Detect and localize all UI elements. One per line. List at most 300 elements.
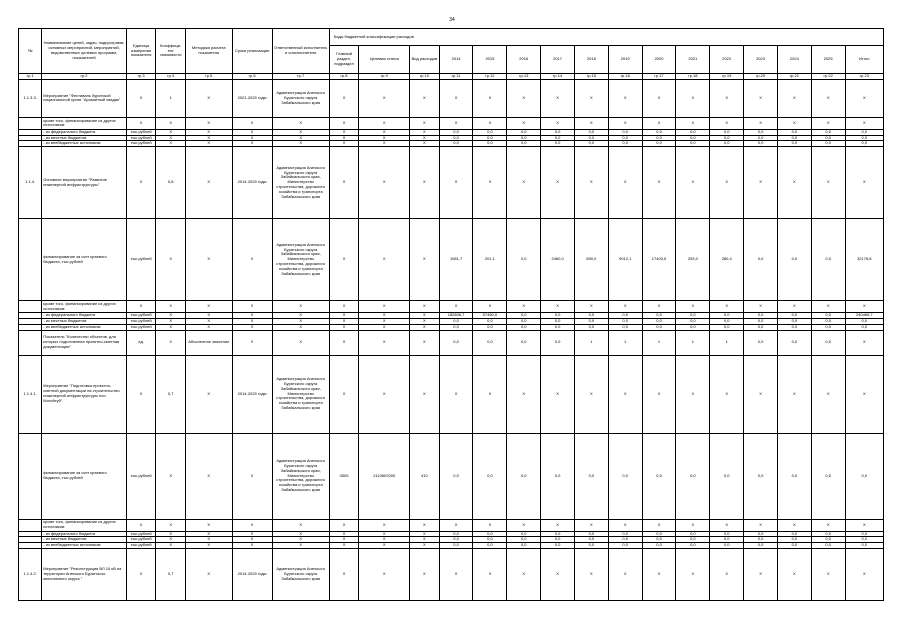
table-cell: Х	[410, 147, 440, 219]
header-period: Сроки реализации	[232, 29, 272, 74]
table-cell: Х	[156, 129, 186, 135]
table-cell: Х	[186, 318, 233, 324]
table-cell: 17400,5	[642, 219, 676, 301]
table-cell: Х	[359, 129, 410, 135]
table-cell: 0,0	[744, 135, 778, 141]
column-number: гр.15	[574, 74, 608, 80]
table-cell: 0,0	[608, 537, 642, 543]
table-cell: 0,0	[845, 129, 883, 135]
table-cell: 0,0	[473, 537, 507, 543]
table-cell: Х	[329, 313, 359, 319]
table-cell: Х	[186, 324, 233, 330]
table-cell: 0,0	[608, 433, 642, 519]
table-cell: Х	[608, 79, 642, 117]
column-number: гр.2	[42, 74, 127, 80]
table-cell: Х	[811, 355, 845, 433]
table-cell: Х	[232, 433, 272, 519]
table-cell: Х	[186, 141, 233, 147]
table-cell: Х	[473, 548, 507, 600]
table-cell: 0,0	[473, 433, 507, 519]
table-cell: 0,0	[507, 324, 541, 330]
table-cell: Х	[329, 355, 359, 433]
table-cell: Х	[359, 318, 410, 324]
table-cell: Х	[232, 117, 272, 129]
table-cell: Х	[676, 519, 710, 531]
table-cell: 0,0	[744, 537, 778, 543]
row-name-cell: - из местных бюджетов	[42, 135, 127, 141]
table-cell: Х	[845, 519, 883, 531]
table-cell: 0,0	[845, 141, 883, 147]
table-cell: 0,0	[744, 330, 778, 355]
table-cell: 0,0	[642, 543, 676, 549]
row-name-cell: Мероприятие "Подготовка проектно-сметной документации на строительство инженерной инфраструктуры пос. Могойтуй"	[42, 355, 127, 433]
table-cell: Х	[186, 79, 233, 117]
row-name-cell: финансирование за счет краевого бюджета, тыс.рублей	[42, 219, 127, 301]
table-cell: 0,0	[845, 543, 883, 549]
table-cell: Х	[410, 313, 440, 319]
table-cell: 0,0	[676, 135, 710, 141]
table-cell: Администрация Агинского Бурятского округа Забайкальского края	[272, 79, 329, 117]
table-cell: 0,0	[710, 129, 744, 135]
table-cell: 0,0	[710, 543, 744, 549]
table-cell: Х	[329, 219, 359, 301]
table-cell: 0,0	[744, 543, 778, 549]
table-cell: 0,0	[473, 324, 507, 330]
table-cell: Х	[359, 79, 410, 117]
table-cell: Х	[156, 519, 186, 531]
row-name-cell: - из местных бюджетов	[42, 537, 127, 543]
table-cell: Х	[439, 79, 473, 117]
table-cell: Х	[676, 301, 710, 313]
table-cell: 0,0	[507, 531, 541, 537]
table-cell: Х	[845, 79, 883, 117]
table-cell: тыс.рублей	[126, 141, 156, 147]
table-cell: Х	[410, 537, 440, 543]
table-cell: Х	[156, 313, 186, 319]
table-cell: Х	[574, 548, 608, 600]
table-cell: Х	[272, 117, 329, 129]
table-cell: Х	[642, 519, 676, 531]
column-number: гр.7	[272, 74, 329, 80]
table-cell: Х	[186, 519, 233, 531]
table-cell: 0,0	[676, 324, 710, 330]
row-name-cell: - из федерального бюджета	[42, 313, 127, 319]
table-cell: Х	[329, 537, 359, 543]
table-cell: Х	[574, 79, 608, 117]
table-cell: Х	[156, 301, 186, 313]
table-row	[19, 355, 884, 433]
table-row	[19, 147, 884, 219]
table-cell: 0,0	[642, 537, 676, 543]
table-cell: Х	[845, 355, 883, 433]
table-cell: Администрация Агинского Бурятского округа Забайкальского края, Министерство строительства, дорожного хозяйства и транспорта Забайкальского края	[272, 147, 329, 219]
table-cell: 2014-2025 годы	[232, 548, 272, 600]
table-cell: 0,0	[439, 129, 473, 135]
header-year-2018: 2018	[574, 46, 608, 74]
table-cell: Х	[676, 79, 710, 117]
table-cell: Х	[473, 117, 507, 129]
table-cell: Х	[329, 135, 359, 141]
table-cell: Х	[156, 324, 186, 330]
table-row	[19, 79, 884, 117]
table-cell: Х	[359, 537, 410, 543]
table-cell: Х	[541, 548, 575, 600]
row-name-cell: кроме того, финансирование из других источников:	[42, 519, 127, 531]
table-cell: 0,0	[642, 313, 676, 319]
table-cell: 0,0	[507, 543, 541, 549]
header-year-2021: 2021	[676, 46, 710, 74]
table-cell: Х	[574, 117, 608, 129]
table-cell: 1	[608, 330, 642, 355]
table-cell: 280,4	[710, 219, 744, 301]
table-cell: 0,0	[744, 318, 778, 324]
table-cell: Х	[676, 548, 710, 600]
table-cell: Х	[845, 330, 883, 355]
table-cell: Х	[329, 324, 359, 330]
table-cell: 0,0	[777, 129, 811, 135]
table-cell: 0,8	[156, 147, 186, 219]
row-number-cell: 1.1.4.2.	[19, 548, 42, 600]
table-cell: 1081,7	[439, 219, 473, 301]
table-cell: 0,0	[439, 324, 473, 330]
table-cell: Х	[232, 141, 272, 147]
table-cell: Х	[410, 219, 440, 301]
table-cell: Х	[507, 79, 541, 117]
table-cell: 2014-2025 годы	[232, 147, 272, 219]
table-cell: 0,0	[541, 433, 575, 519]
header-year-2014: 2014	[439, 46, 473, 74]
table-cell: 0,0	[541, 537, 575, 543]
header-total: Итого	[845, 46, 883, 74]
table-cell: Х	[232, 537, 272, 543]
table-cell: тыс.рублей	[126, 219, 156, 301]
table-cell: 0,0	[811, 129, 845, 135]
table-cell: Х	[272, 141, 329, 147]
table-cell: 0,0	[507, 537, 541, 543]
table-cell: Х	[676, 355, 710, 433]
table-cell: 1	[642, 330, 676, 355]
table-row	[19, 433, 884, 519]
table-cell: Х	[126, 355, 156, 433]
table-cell: Х	[329, 147, 359, 219]
table-cell: 2460,0	[541, 219, 575, 301]
table-cell: 57460,0	[473, 313, 507, 319]
table-cell: Х	[608, 147, 642, 219]
table-cell: Х	[473, 355, 507, 433]
table-cell: Х	[642, 117, 676, 129]
table-cell: 0,0	[608, 313, 642, 319]
table-cell: 0,0	[507, 219, 541, 301]
table-cell: 0,0	[507, 433, 541, 519]
table-cell: Х	[744, 147, 778, 219]
table-cell: Х	[359, 324, 410, 330]
row-name-cell: - из местных бюджетов	[42, 318, 127, 324]
table-cell: Администрация Агинского Бурятского округа Забайкальского края	[272, 548, 329, 600]
table-cell: Х	[329, 79, 359, 117]
table-cell: Х	[777, 117, 811, 129]
header-year-2025: 2025	[811, 46, 845, 74]
table-cell: Х	[710, 301, 744, 313]
table-cell: 0,0	[744, 129, 778, 135]
table-cell: 0,0	[574, 324, 608, 330]
table-cell: 0,0	[710, 537, 744, 543]
table-cell: 0,0	[608, 324, 642, 330]
table-cell: Х	[410, 135, 440, 141]
table-cell: Х	[126, 117, 156, 129]
table-cell: Х	[232, 129, 272, 135]
table-cell: 0,0	[574, 531, 608, 537]
table-cell: 0,7	[156, 548, 186, 600]
table-cell: Х	[329, 531, 359, 537]
table-cell: 0,0	[777, 141, 811, 147]
table-cell: 0,0	[777, 433, 811, 519]
table-cell: Х	[811, 548, 845, 600]
header-year-2015: 2015	[473, 46, 507, 74]
table-cell: Х	[186, 433, 233, 519]
table-cell: Х	[232, 135, 272, 141]
table-cell: 0,0	[574, 543, 608, 549]
table-cell: 0,0	[845, 135, 883, 141]
table-cell: Х	[410, 129, 440, 135]
table-cell: Х	[126, 147, 156, 219]
table-cell: Х	[410, 79, 440, 117]
table-cell: Абсолютное значение	[186, 330, 233, 355]
table-cell: 0,0	[710, 531, 744, 537]
table-cell: 0,0	[574, 313, 608, 319]
table-cell: Х	[359, 147, 410, 219]
table-cell: Х	[642, 548, 676, 600]
table-cell: 0,0	[473, 543, 507, 549]
table-cell: Х	[156, 219, 186, 301]
table-row	[19, 117, 884, 129]
column-number: гр.11	[439, 74, 473, 80]
table-cell: Х	[608, 301, 642, 313]
table-cell: Х	[329, 129, 359, 135]
table-cell: Х	[186, 147, 233, 219]
header-target: Целевая статья	[359, 46, 410, 74]
table-row	[19, 548, 884, 600]
table-cell: Х	[359, 117, 410, 129]
table-cell: Х	[272, 301, 329, 313]
row-name-cell: Мероприятие "Реконструкция ВЛ 10 кВ на территории Агинского Бурятского автономного округа "	[42, 548, 127, 600]
table-cell: Х	[410, 301, 440, 313]
table-cell: Х	[359, 531, 410, 537]
table-cell: 0,0	[710, 141, 744, 147]
table-cell: Х	[541, 117, 575, 129]
table-cell: Х	[410, 141, 440, 147]
table-cell: Х	[410, 330, 440, 355]
table-cell: Х	[811, 79, 845, 117]
table-cell: Х	[473, 79, 507, 117]
table-cell: Х	[541, 79, 575, 117]
table-cell: Х	[156, 543, 186, 549]
table-cell: Х	[359, 313, 410, 319]
table-cell: 0,0	[676, 313, 710, 319]
row-name-cell: - из федерального бюджета	[42, 531, 127, 537]
row-number-cell: 1.1.4.1.	[19, 355, 42, 433]
table-cell: Х	[608, 548, 642, 600]
header-responsible: Ответственный исполнитель и соисполнители	[272, 29, 329, 74]
column-number: гр.13	[507, 74, 541, 80]
table-cell: 0,0	[744, 433, 778, 519]
table-cell: 0,0	[608, 129, 642, 135]
table-cell: Х	[676, 147, 710, 219]
table-cell: Х	[186, 548, 233, 600]
table-cell: 1	[676, 330, 710, 355]
table-cell: Х	[359, 301, 410, 313]
header-year-2016: 2016	[507, 46, 541, 74]
table-cell: 0,0	[473, 141, 507, 147]
table-cell: Х	[710, 548, 744, 600]
table-cell: 0,0	[710, 433, 744, 519]
column-number: гр.5	[186, 74, 233, 80]
column-number: гр.16	[608, 74, 642, 80]
table-cell: Х	[608, 117, 642, 129]
table-cell: Х	[744, 355, 778, 433]
table-cell: Х	[272, 129, 329, 135]
table-cell: Х	[156, 141, 186, 147]
table-cell: Х	[845, 147, 883, 219]
column-number: гр.14	[541, 74, 575, 80]
table-cell: 0,0	[744, 531, 778, 537]
table-cell: 1	[710, 330, 744, 355]
table-cell: 0,0	[811, 219, 845, 301]
table-cell: Х	[359, 543, 410, 549]
table-cell: 0,0	[541, 318, 575, 324]
table-cell: 2110602000	[359, 433, 410, 519]
table-cell: Х	[126, 301, 156, 313]
table-cell: 0,0	[507, 318, 541, 324]
table-cell: Х	[232, 324, 272, 330]
table-cell: 0,0	[811, 318, 845, 324]
table-cell: Х	[359, 135, 410, 141]
table-cell: Х	[232, 330, 272, 355]
table-cell: Х	[744, 519, 778, 531]
table-cell: Х	[410, 324, 440, 330]
table-cell: 0,0	[473, 135, 507, 141]
table-cell: 0,0	[811, 531, 845, 537]
table-cell: 0,0	[608, 135, 642, 141]
table-cell: Х	[439, 548, 473, 600]
table-cell: Х	[507, 548, 541, 600]
table-cell: 0,0	[676, 318, 710, 324]
row-name-cell: - из федерального бюджета	[42, 129, 127, 135]
table-cell: Х	[156, 537, 186, 543]
table-cell: 0,0	[710, 324, 744, 330]
table-cell: 0,0	[676, 543, 710, 549]
column-number: гр.10	[410, 74, 440, 80]
table-cell: Х	[744, 301, 778, 313]
table-cell: 0,0	[811, 433, 845, 519]
table-cell: Х	[359, 141, 410, 147]
table-cell: Х	[744, 548, 778, 600]
table-cell: Администрация Агинского Бурятского округа Забайкальского края, Министерство строительства, дорожного хозяйства и транспорта Забайкальского края	[272, 355, 329, 433]
table-row	[19, 519, 884, 531]
table-cell: Х	[710, 355, 744, 433]
table-cell: Х	[359, 355, 410, 433]
table-cell: Х	[329, 318, 359, 324]
table-cell: 0,0	[574, 537, 608, 543]
table-cell: Х	[507, 355, 541, 433]
table-cell: 0,0	[811, 313, 845, 319]
table-cell: 0,0	[541, 135, 575, 141]
table-row	[19, 330, 884, 355]
table-cell: Х	[439, 301, 473, 313]
table-cell: тыс.рублей	[126, 318, 156, 324]
table-cell: Х	[777, 519, 811, 531]
row-number-cell: 1.1.3.3.	[19, 79, 42, 117]
table-cell: Х	[232, 519, 272, 531]
table-cell: 0,0	[439, 433, 473, 519]
table-cell: 0,0	[710, 313, 744, 319]
column-number: гр.4	[156, 74, 186, 80]
table-cell: 0,0	[608, 141, 642, 147]
table-cell: Х	[777, 548, 811, 600]
table-cell: тыс.рублей	[126, 129, 156, 135]
header-year-2024: 2024	[777, 46, 811, 74]
table-cell: Х	[126, 519, 156, 531]
table-cell: 0,0	[507, 313, 541, 319]
table-cell: 0,0	[473, 129, 507, 135]
table-cell: 0,0	[676, 129, 710, 135]
table-cell: Х	[676, 117, 710, 129]
table-cell: Х	[410, 117, 440, 129]
table-cell: Х	[507, 147, 541, 219]
table-cell: 0,0	[574, 141, 608, 147]
table-cell: Х	[272, 543, 329, 549]
column-number: гр.9	[359, 74, 410, 80]
header-method: Методика расчета показателя	[186, 29, 233, 74]
row-name-cell: Основное мероприятие "Развитие инженерной инфраструктуры"	[42, 147, 127, 219]
table-cell: Х	[777, 147, 811, 219]
table-cell: 0,0	[811, 324, 845, 330]
table-cell: 0,0	[642, 324, 676, 330]
column-number: гр.22	[811, 74, 845, 80]
table-cell: Х	[186, 117, 233, 129]
table-cell: 0,0	[811, 141, 845, 147]
table-cell: Х	[410, 519, 440, 531]
table-cell: Х	[845, 548, 883, 600]
column-number: гр.19	[710, 74, 744, 80]
row-number-cell	[19, 301, 42, 313]
table-cell: тыс.рублей	[126, 135, 156, 141]
table-cell: Х	[473, 301, 507, 313]
table-cell: Х	[359, 219, 410, 301]
table-cell: 0,0	[777, 531, 811, 537]
table-cell: Х	[156, 433, 186, 519]
table-cell: Х	[272, 531, 329, 537]
table-cell: 0,0	[744, 324, 778, 330]
header-budget-codes: Коды бюджетной классификации расходов	[329, 29, 883, 46]
table-cell: Х	[642, 301, 676, 313]
table-cell: 0,0	[507, 129, 541, 135]
header-coefficient: Коэффици-ент значимости	[156, 29, 186, 74]
table-cell: Х	[710, 117, 744, 129]
table-cell: 0,0	[541, 313, 575, 319]
table-cell: Х	[777, 79, 811, 117]
table-cell: Х	[329, 519, 359, 531]
row-number-cell: 1.1.4.	[19, 147, 42, 219]
table-cell: Х	[186, 531, 233, 537]
table-cell: Х	[359, 548, 410, 600]
table-cell: 0,0	[845, 433, 883, 519]
table-cell: тыс.рублей	[126, 537, 156, 543]
table-cell: Х	[329, 141, 359, 147]
table-cell: Х	[410, 531, 440, 537]
table-cell: Х	[541, 355, 575, 433]
table-cell: 201,1	[473, 219, 507, 301]
table-cell: Х	[811, 117, 845, 129]
